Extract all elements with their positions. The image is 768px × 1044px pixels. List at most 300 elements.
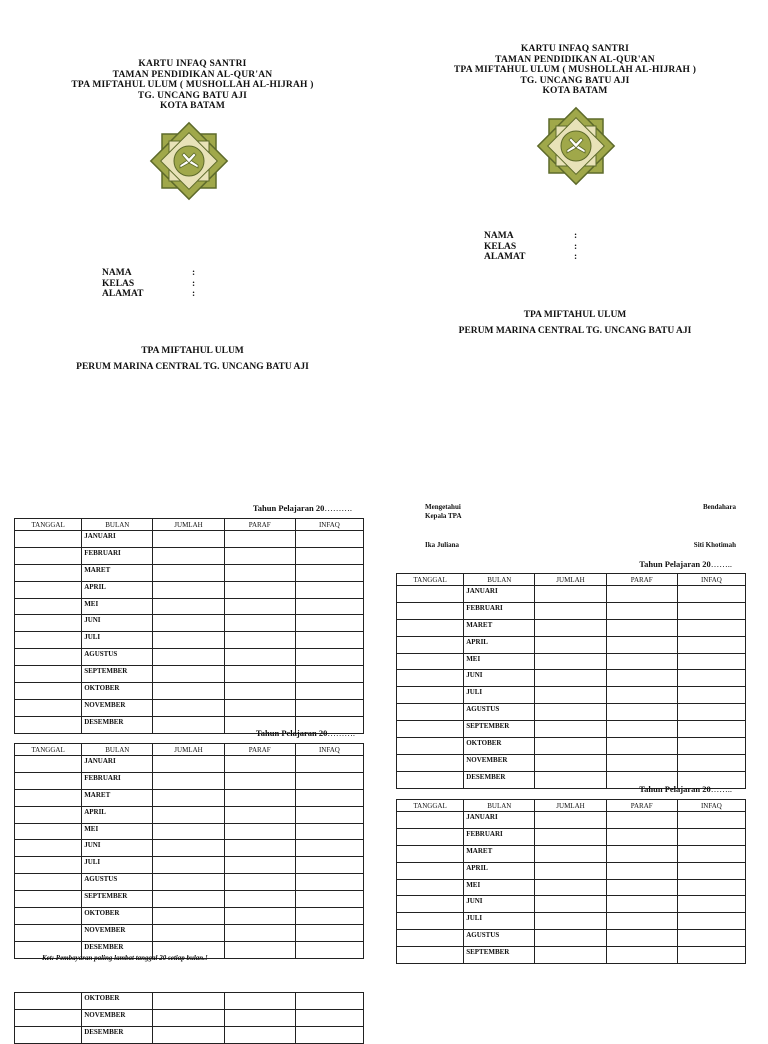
entry-cell-tanggal[interactable] bbox=[397, 670, 464, 687]
entry-cell-tanggal[interactable] bbox=[397, 687, 464, 704]
month-cell: MARET bbox=[82, 789, 153, 806]
table-row bbox=[15, 649, 364, 666]
entry-cell-infaq[interactable] bbox=[677, 721, 745, 738]
entry-cell-infaq[interactable] bbox=[295, 941, 363, 958]
table-row bbox=[397, 602, 746, 619]
field-alamat[interactable]: ALAMAT : bbox=[484, 252, 578, 262]
entry-cell-infaq[interactable] bbox=[677, 704, 745, 721]
table-row bbox=[15, 683, 364, 700]
entry-cell-tanggal[interactable] bbox=[15, 891, 82, 908]
entry-cell-jumlah[interactable] bbox=[153, 649, 224, 666]
entry-cell-paraf[interactable] bbox=[606, 812, 677, 829]
entry-cell-infaq[interactable] bbox=[295, 1026, 363, 1043]
entry-cell-jumlah[interactable] bbox=[153, 564, 224, 581]
month-cell: MARET bbox=[464, 845, 535, 862]
entry-cell-paraf[interactable] bbox=[606, 738, 677, 755]
column-header-jumlah: JUMLAH bbox=[153, 519, 224, 531]
entry-cell-infaq[interactable] bbox=[295, 683, 363, 700]
entry-cell-paraf[interactable] bbox=[606, 930, 677, 947]
entry-cell-paraf[interactable] bbox=[606, 687, 677, 704]
entry-cell-tanggal[interactable] bbox=[15, 874, 82, 891]
table-row bbox=[15, 857, 364, 874]
table-row bbox=[15, 993, 364, 1010]
entry-cell-tanggal[interactable] bbox=[397, 636, 464, 653]
entry-cell-jumlah[interactable] bbox=[153, 908, 224, 925]
entry-cell-paraf[interactable] bbox=[224, 649, 295, 666]
tahun-pelajaran-label: Tahun Pelajaran 20…….. bbox=[639, 559, 732, 569]
entry-cell-tanggal[interactable] bbox=[397, 619, 464, 636]
entry-cell-paraf[interactable] bbox=[606, 586, 677, 603]
org-address: PERUM MARINA CENTRAL TG. UNCANG BATU AJI bbox=[458, 326, 692, 336]
entry-cell-paraf[interactable] bbox=[606, 828, 677, 845]
table-row bbox=[15, 908, 364, 925]
entry-cell-tanggal[interactable] bbox=[15, 683, 82, 700]
entry-cell-infaq[interactable] bbox=[677, 754, 745, 771]
entry-cell-tanggal[interactable] bbox=[15, 806, 82, 823]
field-alamat[interactable]: ALAMAT : bbox=[102, 289, 196, 299]
table-row bbox=[15, 1026, 364, 1043]
entry-cell-jumlah[interactable] bbox=[153, 756, 224, 773]
column-header-jumlah: JUMLAH bbox=[153, 744, 224, 756]
entry-cell-paraf[interactable] bbox=[224, 632, 295, 649]
table-row bbox=[397, 947, 746, 964]
field-nama[interactable]: NAMA : bbox=[484, 231, 578, 241]
entry-cell-paraf[interactable] bbox=[606, 636, 677, 653]
entry-cell-tanggal[interactable] bbox=[15, 632, 82, 649]
month-cell: APRIL bbox=[82, 581, 153, 598]
month-cell: AGUSTUS bbox=[464, 930, 535, 947]
entry-cell-jumlah[interactable] bbox=[535, 586, 606, 603]
entry-cell-tanggal[interactable] bbox=[397, 586, 464, 603]
entry-cell-paraf[interactable] bbox=[224, 581, 295, 598]
table-row bbox=[15, 666, 364, 683]
entry-cell-infaq[interactable] bbox=[295, 908, 363, 925]
infaq-table bbox=[14, 743, 364, 959]
entry-cell-jumlah[interactable] bbox=[535, 754, 606, 771]
entry-cell-jumlah[interactable] bbox=[153, 531, 224, 548]
entry-cell-jumlah[interactable] bbox=[153, 891, 224, 908]
entry-cell-jumlah[interactable] bbox=[153, 993, 224, 1010]
table-row bbox=[15, 874, 364, 891]
entry-cell-infaq[interactable] bbox=[295, 699, 363, 716]
table-row bbox=[15, 531, 364, 548]
entry-cell-infaq[interactable] bbox=[295, 857, 363, 874]
month-cell: MEI bbox=[464, 653, 535, 670]
entry-cell-tanggal[interactable] bbox=[15, 666, 82, 683]
table-row bbox=[397, 704, 746, 721]
entry-cell-tanggal[interactable] bbox=[15, 564, 82, 581]
entry-cell-tanggal[interactable] bbox=[15, 756, 82, 773]
entry-cell-jumlah[interactable] bbox=[153, 666, 224, 683]
entry-cell-jumlah[interactable] bbox=[153, 1026, 224, 1043]
table-row bbox=[397, 879, 746, 896]
table-header-row bbox=[15, 744, 364, 756]
month-cell: MEI bbox=[82, 598, 153, 615]
entry-cell-infaq[interactable] bbox=[677, 828, 745, 845]
entry-cell-infaq[interactable] bbox=[295, 874, 363, 891]
table-header-row bbox=[397, 800, 746, 812]
month-cell: MEI bbox=[82, 823, 153, 840]
column-header-paraf: PARAF bbox=[224, 519, 295, 531]
month-cell: JUNI bbox=[82, 615, 153, 632]
left-org-block bbox=[40, 343, 345, 375]
entry-cell-tanggal[interactable] bbox=[397, 602, 464, 619]
table-row bbox=[15, 823, 364, 840]
entry-cell-paraf[interactable] bbox=[224, 789, 295, 806]
month-cell: OKTOBER bbox=[464, 738, 535, 755]
entry-cell-infaq[interactable] bbox=[677, 602, 745, 619]
entry-cell-infaq[interactable] bbox=[677, 670, 745, 687]
column-header-bulan: BULAN bbox=[464, 574, 535, 586]
table-row bbox=[15, 806, 364, 823]
month-cell: NOVEMBER bbox=[464, 754, 535, 771]
entry-cell-jumlah[interactable] bbox=[535, 862, 606, 879]
entry-cell-infaq[interactable] bbox=[677, 862, 745, 879]
entry-cell-paraf[interactable] bbox=[606, 653, 677, 670]
header-area: TG. UNCANG BATU AJI bbox=[520, 75, 630, 86]
entry-cell-jumlah[interactable] bbox=[535, 913, 606, 930]
entry-cell-paraf[interactable] bbox=[224, 941, 295, 958]
entry-cell-paraf[interactable] bbox=[606, 862, 677, 879]
entry-cell-infaq[interactable] bbox=[677, 845, 745, 862]
entry-cell-tanggal[interactable] bbox=[15, 840, 82, 857]
entry-cell-tanggal[interactable] bbox=[15, 993, 82, 1010]
entry-cell-jumlah[interactable] bbox=[535, 670, 606, 687]
entry-cell-paraf[interactable] bbox=[224, 598, 295, 615]
entry-cell-infaq[interactable] bbox=[295, 666, 363, 683]
month-cell: JANUARI bbox=[464, 586, 535, 603]
entry-cell-paraf[interactable] bbox=[224, 531, 295, 548]
entry-cell-jumlah[interactable] bbox=[535, 721, 606, 738]
right-student-fields bbox=[484, 231, 577, 263]
entry-cell-paraf[interactable] bbox=[224, 857, 295, 874]
table-row bbox=[397, 896, 746, 913]
entry-cell-paraf[interactable] bbox=[224, 756, 295, 773]
entry-cell-jumlah[interactable] bbox=[153, 772, 224, 789]
entry-cell-jumlah[interactable] bbox=[535, 653, 606, 670]
column-header-paraf: PARAF bbox=[224, 744, 295, 756]
table-row bbox=[15, 789, 364, 806]
table-row bbox=[397, 721, 746, 738]
month-cell: FEBRUARI bbox=[464, 828, 535, 845]
entry-cell-jumlah[interactable] bbox=[153, 699, 224, 716]
entry-cell-paraf[interactable] bbox=[224, 564, 295, 581]
month-cell: JANUARI bbox=[464, 812, 535, 829]
table-row bbox=[15, 615, 364, 632]
entry-cell-tanggal[interactable] bbox=[397, 771, 464, 788]
entry-cell-paraf[interactable] bbox=[606, 754, 677, 771]
entry-cell-jumlah[interactable] bbox=[153, 598, 224, 615]
entry-cell-tanggal[interactable] bbox=[15, 598, 82, 615]
table-row bbox=[397, 738, 746, 755]
month-cell: NOVEMBER bbox=[82, 699, 153, 716]
signature-name-bendahara: Siti Khotimah bbox=[693, 541, 736, 549]
month-cell: FEBRUARI bbox=[464, 602, 535, 619]
entry-cell-jumlah[interactable] bbox=[535, 619, 606, 636]
entry-cell-infaq[interactable] bbox=[677, 896, 745, 913]
month-cell: SEPTEMBER bbox=[464, 721, 535, 738]
entry-cell-jumlah[interactable] bbox=[535, 896, 606, 913]
table-row bbox=[397, 913, 746, 930]
entry-cell-tanggal[interactable] bbox=[15, 857, 82, 874]
entry-cell-infaq[interactable] bbox=[295, 789, 363, 806]
entry-cell-jumlah[interactable] bbox=[535, 879, 606, 896]
org-name: TPA MIFTAHUL ULUM bbox=[523, 310, 627, 320]
entry-cell-tanggal[interactable] bbox=[15, 716, 82, 733]
entry-cell-infaq[interactable] bbox=[295, 756, 363, 773]
entry-cell-jumlah[interactable] bbox=[535, 636, 606, 653]
entry-cell-tanggal[interactable] bbox=[397, 947, 464, 964]
entry-cell-paraf[interactable] bbox=[224, 772, 295, 789]
entry-cell-infaq[interactable] bbox=[295, 547, 363, 564]
entry-cell-paraf[interactable] bbox=[606, 845, 677, 862]
field-nama[interactable]: NAMA : bbox=[102, 268, 196, 278]
table-row bbox=[397, 930, 746, 947]
entry-cell-paraf[interactable] bbox=[224, 823, 295, 840]
entry-cell-infaq[interactable] bbox=[677, 653, 745, 670]
entry-cell-paraf[interactable] bbox=[224, 993, 295, 1010]
table-row bbox=[15, 547, 364, 564]
entry-cell-paraf[interactable] bbox=[224, 806, 295, 823]
entry-cell-jumlah[interactable] bbox=[153, 874, 224, 891]
entry-cell-tanggal[interactable] bbox=[15, 772, 82, 789]
month-cell: OKTOBER bbox=[82, 993, 153, 1010]
month-cell: DESEMBER bbox=[82, 716, 153, 733]
table-header-row bbox=[15, 519, 364, 531]
entry-cell-jumlah[interactable] bbox=[153, 857, 224, 874]
entry-cell-tanggal[interactable] bbox=[397, 812, 464, 829]
table-row bbox=[397, 636, 746, 653]
header-area: TG. UNCANG BATU AJI bbox=[137, 90, 248, 101]
infaq-table-partial bbox=[396, 799, 746, 964]
entry-cell-infaq[interactable] bbox=[677, 687, 745, 704]
entry-cell-infaq[interactable] bbox=[295, 806, 363, 823]
entry-cell-paraf[interactable] bbox=[224, 840, 295, 857]
entry-cell-tanggal[interactable] bbox=[15, 924, 82, 941]
month-cell: APRIL bbox=[464, 862, 535, 879]
right-org-block bbox=[420, 307, 730, 339]
entry-cell-infaq[interactable] bbox=[295, 772, 363, 789]
month-cell: MARET bbox=[464, 619, 535, 636]
entry-cell-paraf[interactable] bbox=[606, 913, 677, 930]
entry-cell-jumlah[interactable] bbox=[535, 602, 606, 619]
entry-cell-jumlah[interactable] bbox=[153, 615, 224, 632]
tahun-pelajaran-label: Tahun Pelajaran 20………. bbox=[255, 728, 355, 738]
entry-cell-paraf[interactable] bbox=[606, 879, 677, 896]
entry-cell-tanggal[interactable] bbox=[397, 754, 464, 771]
month-cell: JULI bbox=[82, 857, 153, 874]
month-cell: JANUARI bbox=[82, 756, 153, 773]
month-cell: DESEMBER bbox=[82, 1026, 153, 1043]
entry-cell-paraf[interactable] bbox=[224, 615, 295, 632]
entry-cell-tanggal[interactable] bbox=[15, 1026, 82, 1043]
entry-cell-jumlah[interactable] bbox=[153, 924, 224, 941]
entry-cell-tanggal[interactable] bbox=[15, 581, 82, 598]
entry-cell-paraf[interactable] bbox=[606, 602, 677, 619]
table-row bbox=[15, 891, 364, 908]
field-kelas[interactable]: KELAS : bbox=[484, 241, 578, 252]
entry-cell-infaq[interactable] bbox=[295, 564, 363, 581]
entry-cell-paraf[interactable] bbox=[224, 683, 295, 700]
header-tpa: TPA MIFTAHUL ULUM ( MUSHOLLAH AL-HIJRAH ) bbox=[453, 65, 697, 75]
table-row bbox=[397, 828, 746, 845]
entry-cell-infaq[interactable] bbox=[295, 615, 363, 632]
entry-cell-infaq[interactable] bbox=[677, 812, 745, 829]
header-tpa: TPA MIFTAHUL ULUM ( MUSHOLLAH AL-HIJRAH ) bbox=[71, 80, 314, 90]
entry-cell-tanggal[interactable] bbox=[397, 828, 464, 845]
header-school: TAMAN PENDIDIKAN AL-QUR'AN bbox=[495, 54, 655, 65]
entry-cell-infaq[interactable] bbox=[677, 879, 745, 896]
entry-cell-tanggal[interactable] bbox=[397, 845, 464, 862]
entry-cell-jumlah[interactable] bbox=[153, 632, 224, 649]
entry-cell-tanggal[interactable] bbox=[397, 896, 464, 913]
column-header-bulan: BULAN bbox=[82, 744, 153, 756]
entry-cell-infaq[interactable] bbox=[295, 649, 363, 666]
entry-cell-tanggal[interactable] bbox=[397, 930, 464, 947]
entry-cell-jumlah[interactable] bbox=[153, 823, 224, 840]
entry-cell-infaq[interactable] bbox=[295, 891, 363, 908]
header-title: KARTU INFAQ SANTRI bbox=[138, 59, 247, 69]
entry-cell-tanggal[interactable] bbox=[397, 704, 464, 721]
table-row bbox=[397, 653, 746, 670]
entry-cell-infaq[interactable] bbox=[295, 531, 363, 548]
entry-cell-infaq[interactable] bbox=[295, 840, 363, 857]
left-card-header bbox=[40, 59, 345, 112]
entry-cell-tanggal[interactable] bbox=[397, 653, 464, 670]
table-row bbox=[397, 754, 746, 771]
entry-cell-tanggal[interactable] bbox=[397, 879, 464, 896]
entry-cell-paraf[interactable] bbox=[606, 704, 677, 721]
entry-cell-infaq[interactable] bbox=[295, 598, 363, 615]
entry-cell-jumlah[interactable] bbox=[153, 683, 224, 700]
table-row bbox=[15, 772, 364, 789]
entry-cell-jumlah[interactable] bbox=[535, 828, 606, 845]
month-cell: OKTOBER bbox=[82, 908, 153, 925]
signature-name-kepala: Ika Juliana bbox=[425, 541, 460, 549]
entry-cell-infaq[interactable] bbox=[677, 636, 745, 653]
entry-cell-tanggal[interactable] bbox=[15, 699, 82, 716]
entry-cell-paraf[interactable] bbox=[224, 699, 295, 716]
entry-cell-tanggal[interactable] bbox=[15, 823, 82, 840]
entry-cell-jumlah[interactable] bbox=[535, 812, 606, 829]
field-kelas[interactable]: KELAS : bbox=[102, 278, 196, 289]
entry-cell-infaq[interactable] bbox=[677, 619, 745, 636]
entry-cell-paraf[interactable] bbox=[224, 666, 295, 683]
tpa-emblem-icon bbox=[535, 105, 617, 187]
entry-cell-jumlah[interactable] bbox=[153, 840, 224, 857]
entry-cell-jumlah[interactable] bbox=[153, 806, 224, 823]
entry-cell-infaq[interactable] bbox=[677, 738, 745, 755]
entry-cell-jumlah[interactable] bbox=[535, 845, 606, 862]
entry-cell-infaq[interactable] bbox=[677, 586, 745, 603]
entry-cell-paraf[interactable] bbox=[606, 896, 677, 913]
month-cell: AGUSTUS bbox=[464, 704, 535, 721]
entry-cell-infaq[interactable] bbox=[295, 823, 363, 840]
table-row bbox=[397, 586, 746, 603]
infaq-table bbox=[14, 518, 364, 734]
month-cell: NOVEMBER bbox=[82, 1009, 153, 1026]
entry-cell-paraf[interactable] bbox=[606, 619, 677, 636]
entry-cell-jumlah[interactable] bbox=[535, 930, 606, 947]
entry-cell-infaq[interactable] bbox=[295, 632, 363, 649]
entry-cell-tanggal[interactable] bbox=[15, 615, 82, 632]
entry-cell-infaq[interactable] bbox=[677, 947, 745, 964]
month-cell: NOVEMBER bbox=[82, 924, 153, 941]
month-cell: APRIL bbox=[82, 806, 153, 823]
entry-cell-jumlah[interactable] bbox=[153, 581, 224, 598]
infaq-table bbox=[396, 573, 746, 789]
column-header-jumlah: JUMLAH bbox=[535, 574, 606, 586]
entry-cell-paraf[interactable] bbox=[606, 670, 677, 687]
entry-cell-jumlah[interactable] bbox=[153, 547, 224, 564]
entry-cell-paraf[interactable] bbox=[224, 891, 295, 908]
table-row bbox=[397, 619, 746, 636]
column-header-tanggal: TANGGAL bbox=[397, 574, 464, 586]
entry-cell-paraf[interactable] bbox=[224, 1026, 295, 1043]
month-cell: MARET bbox=[82, 564, 153, 581]
column-header-infaq: INFAQ bbox=[677, 574, 745, 586]
entry-cell-paraf[interactable] bbox=[606, 721, 677, 738]
tpa-emblem-icon bbox=[148, 120, 230, 202]
month-cell: MEI bbox=[464, 879, 535, 896]
month-cell: JULI bbox=[464, 913, 535, 930]
payment-note: Ket: Pembayaran paling lambat tanggal 20 setiap bulan.! bbox=[42, 954, 208, 962]
entry-cell-paraf[interactable] bbox=[606, 947, 677, 964]
entry-cell-tanggal[interactable] bbox=[397, 862, 464, 879]
month-cell: SEPTEMBER bbox=[82, 891, 153, 908]
column-header-infaq: INFAQ bbox=[677, 800, 745, 812]
entry-cell-tanggal[interactable] bbox=[397, 913, 464, 930]
column-header-infaq: INFAQ bbox=[295, 744, 363, 756]
month-cell: JULI bbox=[82, 632, 153, 649]
entry-cell-tanggal[interactable] bbox=[15, 531, 82, 548]
entry-cell-tanggal[interactable] bbox=[15, 908, 82, 925]
entry-cell-jumlah[interactable] bbox=[153, 789, 224, 806]
month-cell: OKTOBER bbox=[82, 683, 153, 700]
entry-cell-jumlah[interactable] bbox=[535, 947, 606, 964]
entry-cell-infaq[interactable] bbox=[295, 581, 363, 598]
table-row bbox=[15, 840, 364, 857]
entry-cell-paraf[interactable] bbox=[224, 547, 295, 564]
entry-cell-jumlah[interactable] bbox=[535, 704, 606, 721]
infaq-table-partial bbox=[14, 992, 364, 1044]
column-header-jumlah: JUMLAH bbox=[535, 800, 606, 812]
entry-cell-infaq[interactable] bbox=[295, 924, 363, 941]
entry-cell-paraf[interactable] bbox=[224, 908, 295, 925]
table-row bbox=[397, 687, 746, 704]
entry-cell-paraf[interactable] bbox=[224, 874, 295, 891]
org-address: PERUM MARINA CENTRAL TG. UNCANG BATU AJI bbox=[76, 362, 309, 372]
table-row bbox=[15, 699, 364, 716]
entry-cell-infaq[interactable] bbox=[295, 993, 363, 1010]
entry-cell-jumlah[interactable] bbox=[535, 687, 606, 704]
tahun-pelajaran-label: Tahun Pelajaran 20………. bbox=[252, 503, 352, 513]
entry-cell-paraf[interactable] bbox=[224, 924, 295, 941]
entry-cell-tanggal[interactable] bbox=[397, 721, 464, 738]
entry-cell-tanggal[interactable] bbox=[15, 789, 82, 806]
entry-cell-tanggal[interactable] bbox=[397, 738, 464, 755]
table-row bbox=[15, 581, 364, 598]
entry-cell-jumlah[interactable] bbox=[535, 738, 606, 755]
column-header-tanggal: TANGGAL bbox=[15, 519, 82, 531]
column-header-paraf: PARAF bbox=[606, 574, 677, 586]
entry-cell-tanggal[interactable] bbox=[15, 649, 82, 666]
entry-cell-tanggal[interactable] bbox=[15, 547, 82, 564]
entry-cell-infaq[interactable] bbox=[677, 913, 745, 930]
entry-cell-infaq[interactable] bbox=[677, 930, 745, 947]
column-header-tanggal: TANGGAL bbox=[397, 800, 464, 812]
column-header-infaq: INFAQ bbox=[295, 519, 363, 531]
